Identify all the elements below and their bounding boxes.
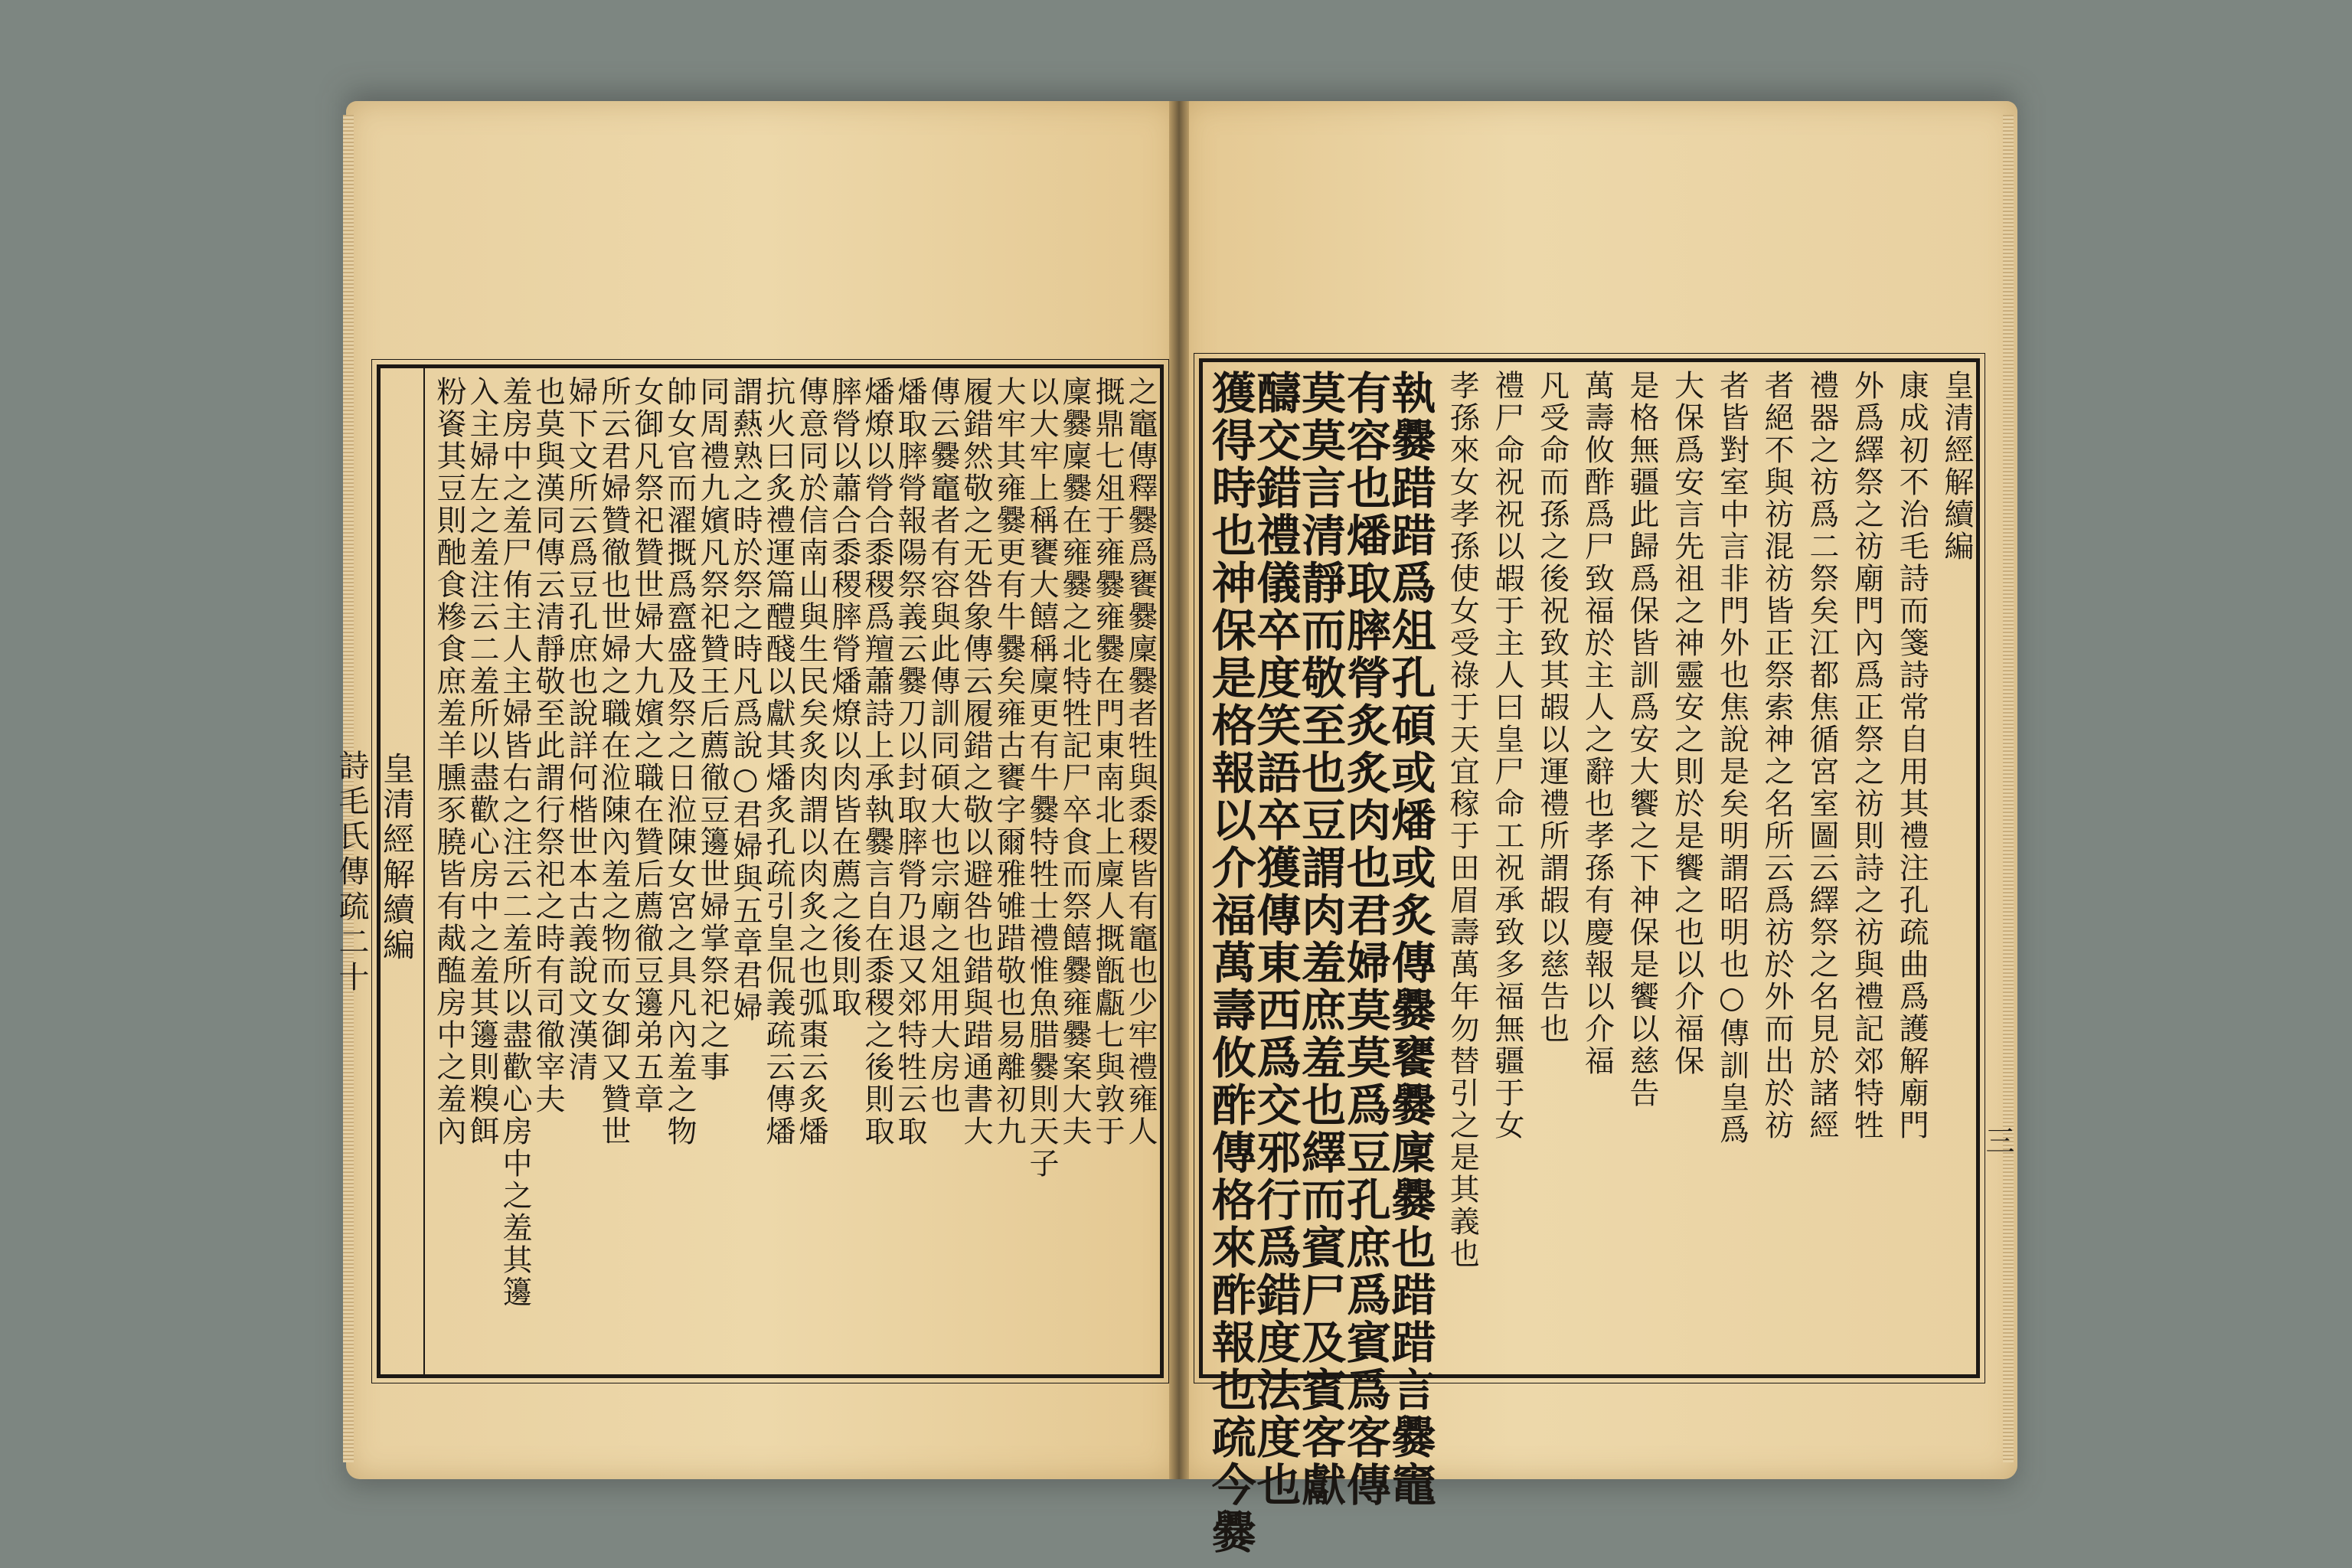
text-column: 外爲繹祭之祊廟門內爲正祭之祊則詩之祊與禮記郊特牲 (1849, 370, 1884, 1142)
text-column: 之竈傳釋爨爲饔爨廩爨者牲與黍稷皆有竈也少牢禮雍人 (1123, 376, 1158, 1148)
text-column: 皇清經解續編 (1939, 370, 1974, 563)
right-text-columns (1204, 370, 1974, 1557)
text-column: 執爨踖踖爲俎孔碩或燔或炙傳爨饔爨廩爨也踖踖言爨竈 (1383, 370, 1436, 1509)
text-column: 醻交錯禮儀卒度笑語卒獲傳東西爲交邪行爲錯度法度也 (1249, 370, 1302, 1509)
right-text-frame (1199, 358, 1980, 1557)
page-number: 三 (1981, 1125, 2014, 1155)
right-page-edge (2003, 115, 2014, 1462)
text-column: 抗火曰炙禮運篇醴醆以獻其燔炙孔疏引皇侃義疏云傳燔 (761, 376, 795, 1148)
text-column: 大牢其雍爨更有牛爨矣雍古饔字爾雅雊踖敬也易離初九 (991, 376, 1026, 1148)
text-column: 入主婦左之羞注云二羞所以盡歡心房中之羞其籩則糗餌 (465, 376, 499, 1148)
book-margin-label (334, 360, 420, 1355)
text-column: 康成初不治毛詩而箋詩常自用其禮注孔疏曲爲護解廟門 (1894, 370, 1929, 1142)
text-column: 燔取膟膋報陽祭義云爨刀以封取膟膋乃退又郊特牲云取 (893, 376, 927, 1148)
text-column: 女御凡祭祀贊世婦大九嬪之職在贊后薦徹豆籩弟五章 (629, 376, 664, 1116)
text-column: 獲得時也神保是格報以介福萬壽攸酢傳格來酢報也疏今爨 (1204, 370, 1256, 1557)
text-column: 婦下文所云爲豆孔庶也說詳何楷世本古義說文漢清 (564, 376, 598, 1083)
text-column: 帥女官而濯摡爲齍盛及祭之日涖陳女宮之具凡內羞之物 (662, 376, 697, 1148)
text-column: 所云君婦贊徹也世婦之職在涖陳內羞之物而女御又贊世 (596, 376, 631, 1148)
text-column: 摡鼎七俎于雍爨雍爨在門東南北上廩人摡甑甗七與敦于 (1090, 376, 1125, 1148)
left-text-frame (377, 364, 1164, 1378)
text-column: 者皆對室中言非門外也焦說是矣明謂昭明也○傳訓皇爲 (1714, 370, 1749, 1146)
text-column: 廩爨廩爨在雍爨之北特牲記尸卒食而祭饎爨雍爨案大夫 (1057, 376, 1092, 1148)
text-column: 萬壽攸酢爲尸致福於主人之辭也孝孫有慶報以介福 (1579, 370, 1615, 1077)
text-column: 莫莫言清靜而敬至也豆謂肉羞庶羞也繹而賓尸及賓客獻 (1294, 370, 1347, 1509)
text-column: 羞房中之羞尸侑主人主婦皆右之注云二羞所以盡歡心房中之羞其籩 (498, 376, 532, 1308)
text-column: 燔燎以膋合黍稷爲羶蕭詩上承執爨言自在黍稷之後則取 (860, 376, 894, 1148)
text-column: 同周禮九嬪凡祭祀贊王后薦徹豆籩世婦掌祭祀之事 (695, 376, 730, 1083)
text-column: 禮器之祊爲二祭矣江都焦循宮室圖云繹祭之名見於諸經 (1804, 370, 1839, 1142)
text-column: 孝孫來女孝孫使女受祿于天宜稼于田眉壽萬年勿替引之是其義也 (1445, 370, 1480, 1270)
text-column: 謂爇熟之時於祭之時凡爲說○君婦與五章君婦 (728, 376, 763, 1024)
margin-divider (423, 368, 425, 1374)
text-column: 凡受命而孫之後祝致其嘏以運禮所謂嘏以慈告也 (1534, 370, 1570, 1045)
text-column: 以大牢上稱饔大饎稱廩更有牛爨特牲士禮惟魚腊爨則天子 (1024, 376, 1059, 1180)
text-column: 有容也燔取膟膋炙炙肉也君婦莫莫爲豆孔庶爲賓爲客傳 (1338, 370, 1391, 1509)
book-gutter (1169, 101, 1189, 1479)
text-column: 大保爲安言先祖之神靈安之則於是饗之也以介福保 (1669, 370, 1704, 1077)
text-column: 也莫與漢同傳云清靜敬至此謂行祭祀之時有司徹宰夫 (531, 376, 565, 1116)
text-column: 傳意同於信南山與生民矣炙肉謂以肉炙之也弧棗云炙燔 (794, 376, 828, 1148)
text-column: 是格無疆此歸爲保皆訓爲安大饗之下神保是饗以慈告 (1625, 370, 1660, 1109)
left-text-columns (431, 376, 1158, 1367)
margin-chapter: 詩毛氏傳疏二十 (334, 750, 369, 996)
text-column: 禮尸命祝祝以嘏于主人曰皇尸命工祝承致多福無疆于女 (1489, 370, 1524, 1142)
text-column: 履錯然敬之无咎象傳云履錯之敬以避咎也錯與踖通書大 (959, 376, 993, 1148)
text-column: 者絕不與祊混祊皆正祭索神之名所云爲祊於外而出於祊 (1759, 370, 1795, 1142)
text-column: 膟膋以蕭合黍稷膟膋燔燎以肉皆在薦之後則取 (827, 376, 861, 1019)
margin-title: 皇清經解續編 (378, 752, 416, 963)
text-column: 粉餈其豆則酏食糝食庶羞羊臐豕膮皆有胾醢房中之羞內 (432, 376, 466, 1148)
text-column: 傳云爨竈者有容與此傳訓同碩大也宗廟之俎用大房也 (926, 376, 960, 1116)
